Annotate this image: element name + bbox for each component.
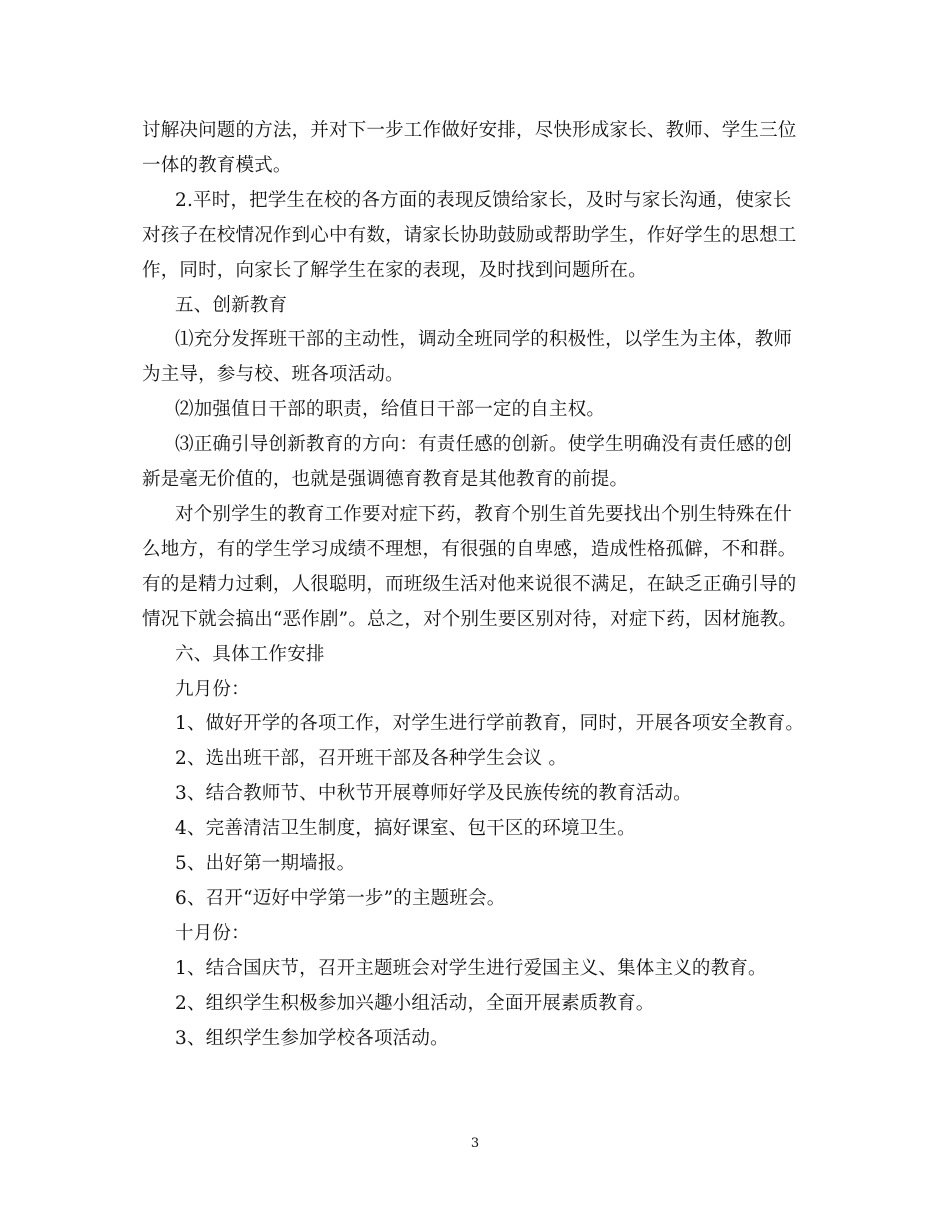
list-item: 4、完善清洁卫生制度，搞好课室、包干区的环境卫生。	[175, 818, 636, 840]
paragraph-line: ⑶正确引导创新教育的方向：有责任感的创新。使学生明确没有责任感的创	[175, 434, 793, 456]
section-heading: 五、创新教育	[175, 294, 288, 316]
list-item: 1、结合国庆节，召开主题班会对学生进行爱国主义、集体主义的教育。	[175, 957, 767, 979]
paragraph-line: 作，同时，向家长了解学生在家的表现，及时找到问题所在。	[142, 259, 647, 281]
list-item: 3、结合教师节、中秋节开展尊师好学及民族传统的教育活动。	[175, 783, 692, 805]
month-heading: 十月份：	[175, 922, 250, 944]
section-heading: 六、具体工作安排	[175, 643, 325, 665]
paragraph-line: 情况下就会搞出“恶作剧”。总之，对个别生要区别对待，对症下药，因材施教。	[142, 608, 798, 630]
list-item: 5、出好第一期墙报。	[175, 853, 356, 875]
page-number: 3	[470, 1136, 480, 1151]
paragraph-line: 一体的教育模式。	[142, 154, 292, 176]
list-item: 6、召开“迈好中学第一步”的主题班会。	[175, 887, 506, 909]
paragraph-line: 有的是精力过剩，人很聪明，而班级生活对他来说很不满足，在缺乏正确引导的	[142, 573, 797, 595]
paragraph-line: 么地方，有的学生学习成绩不理想，有很强的自卑感，造成性格孤僻，不和群。	[142, 538, 797, 560]
paragraph-line: ⑵加强值日干部的职责，给值日干部一定的自主权。	[175, 399, 606, 421]
paragraph-line: 讨解决问题的方法，并对下一步工作做好安排，尽快形成家长、教师、学生三位	[142, 120, 797, 141]
list-item: 1、做好开学的各项工作，对学生进行学前教育，同时，开展各项安全教育。	[175, 713, 805, 735]
paragraph-line: 新是毫无价值的，也就是强调德育教育是其他教育的前提。	[142, 469, 629, 491]
paragraph-line: 为主导，参与校、班各项活动。	[142, 364, 404, 386]
paragraph-line: 2.平时，把学生在校的各方面的表现反馈给家长，及时与家长沟通，使家长	[175, 189, 792, 211]
list-item: 2、选出班干部，召开班干部及各种学生会议 。	[175, 748, 568, 770]
document-body	[142, 114, 810, 1056]
paragraph-line: 对个别学生的教育工作要对症下药，教育个别生首先要找出个别生特殊在什	[175, 503, 793, 525]
paragraph-line: ⑴充分发挥班干部的主动性，调动全班同学的积极性，以学生为主体，教师	[175, 329, 793, 351]
list-item: 3、组织学生参加学校各项活动。	[175, 1027, 449, 1049]
month-heading: 九月份：	[175, 678, 250, 700]
list-item: 2、组织学生积极参加兴趣小组活动，全面开展素质教育。	[175, 992, 655, 1014]
paragraph-line: 对孩子在校情况作到心中有数，请家长协助鼓励或帮助学生，作好学生的思想工	[142, 224, 797, 246]
